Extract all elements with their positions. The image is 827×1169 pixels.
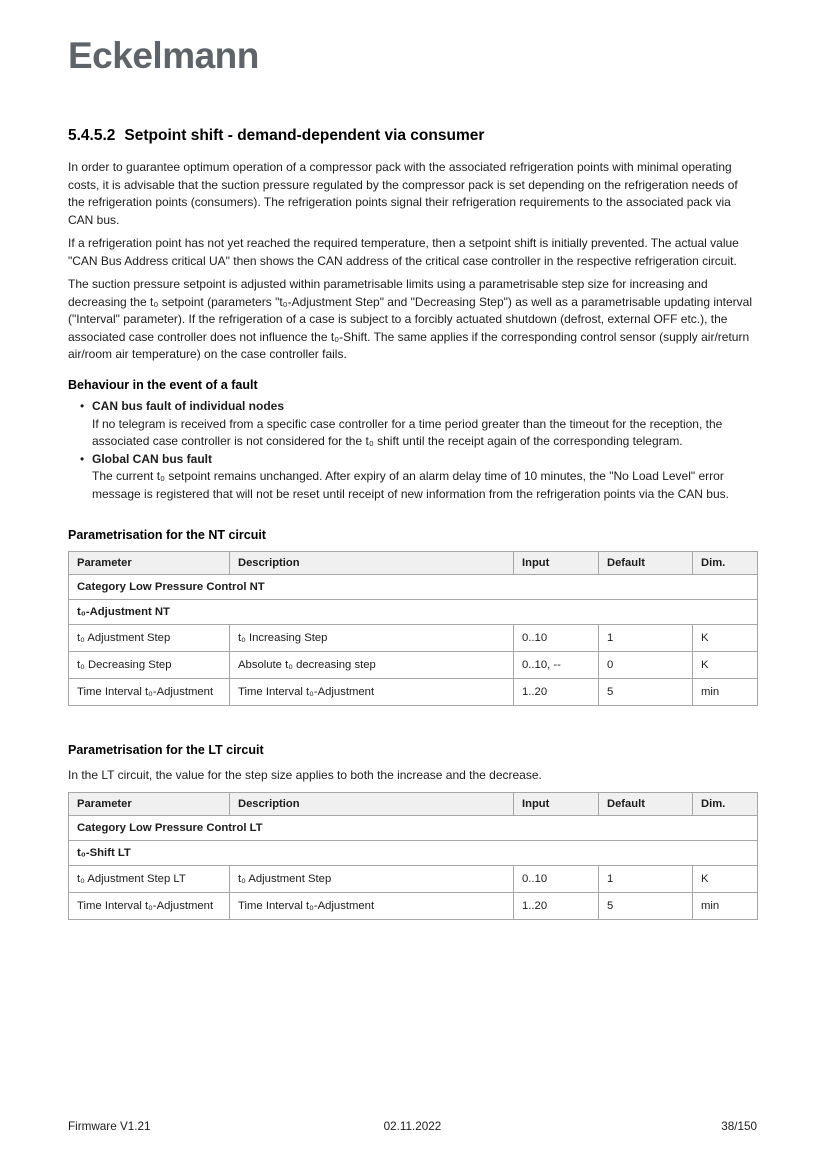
bullet-title: Global CAN bus fault [92, 451, 212, 466]
page-content [68, 0, 757, 920]
table-row [69, 679, 758, 706]
bullet-title: CAN bus fault of individual nodes [92, 399, 284, 414]
cell-default: 1 [599, 625, 693, 652]
intro-paragraph-1: In order to guarantee optimum operation of a compressor pack with the associated refrigeration points with minimal operating costs, it is advisable that the suction pressure regulated by the compressor pack is set depending on the refrigeration needs of the refrigeration points (consumers). The refrigeration points signal their refrigeration requirements to the associated pack via CAN bus. [68, 160, 738, 227]
lt-parameter-table [68, 792, 758, 920]
cell-default: 5 [599, 893, 693, 920]
column-header-input: Input [514, 793, 599, 816]
cell-parameter: t₀ Adjustment Step LT [69, 866, 230, 893]
cell-input: 0..10 [514, 866, 599, 893]
table-row [69, 625, 758, 652]
table-row [69, 866, 758, 893]
cell-parameter: Time Interval t₀-Adjustment [69, 679, 230, 706]
section-number: 5.4.5.2 [68, 126, 116, 144]
section-heading [68, 127, 757, 146]
cell-dim: K [693, 625, 758, 652]
cell-parameter: t₀ Decreasing Step [69, 652, 230, 679]
table-header-row [69, 793, 758, 816]
cell-input: 0..10, -- [514, 652, 599, 679]
column-header-input: Input [514, 552, 599, 575]
category-label: t₀-Adjustment NT [69, 600, 758, 625]
cell-parameter: Time Interval t₀-Adjustment [69, 893, 230, 920]
table-row [69, 893, 758, 920]
section-title: Setpoint shift - demand-dependent via consumer [124, 126, 485, 144]
category-row [69, 816, 758, 841]
footer-date: 02.11.2022 [383, 1120, 442, 1133]
lt-section-heading: Parametrisation for the LT circuit [68, 743, 264, 758]
category-row [69, 600, 758, 625]
column-header-dim: Dim. [693, 552, 758, 575]
cell-description: Time Interval t₀-Adjustment [230, 893, 514, 920]
cell-dim: min [693, 679, 758, 706]
intro-paragraph-2: If a refrigeration point has not yet reached the required temperature, then a setpoint shift is initially prevented. The actual value "CAN Bus Address critical UA" then shows the CAN address of the critical case controller in the respective refrigeration circuit. [68, 236, 739, 268]
cell-default: 5 [599, 679, 693, 706]
column-header-description: Description [230, 552, 514, 575]
cell-default: 0 [599, 652, 693, 679]
category-label: Category Low Pressure Control LT [69, 816, 758, 841]
cell-default: 1 [599, 866, 693, 893]
fault-bullet-list [68, 398, 757, 503]
cell-input: 1..20 [514, 893, 599, 920]
cell-dim: K [693, 652, 758, 679]
cell-dim: K [693, 866, 758, 893]
fault-section-heading: Behaviour in the event of a fault [68, 377, 258, 392]
cell-parameter: t₀ Adjustment Step [69, 625, 230, 652]
category-row [69, 841, 758, 866]
lt-intro-paragraph: In the LT circuit, the value for the step size applies to both the increase and the decrease. [68, 767, 542, 782]
category-row [69, 575, 758, 600]
column-header-description: Description [230, 793, 514, 816]
fault-bullet-global [80, 451, 757, 504]
bullet-text: If no telegram is received from a specific case controller for a time period greater than the timeout for the reception, the associated case controller is not considered for the t₀ shift until the receipt again of the corresponding telegram. [92, 416, 723, 449]
nt-section-heading: Parametrisation for the NT circuit [68, 528, 266, 543]
cell-description: t₀ Adjustment Step [230, 866, 514, 893]
column-header-default: Default [599, 793, 693, 816]
nt-parameter-table [68, 551, 758, 706]
intro-paragraph-3: The suction pressure setpoint is adjusted within parametrisable limits using a parametrisable step size for increasing and decreasing the t₀ setpoint (parameters "t₀-Adjustment Step" and "Decreasing Step") as well as a parametrisable updating interval ("Interval" parameter). If the refrigeration of a case is subject to a forcibly actuated shutdown (defrost, external OFF etc.), the associated case controller does not influence the t₀-Shift. The same applies if the corresponding control sensor (supply air/return air/room air temperature) on the case controller fails. [68, 277, 753, 362]
category-label: t₀-Shift LT [69, 841, 758, 866]
cell-description: Absolute t₀ decreasing step [230, 652, 514, 679]
table-row [69, 652, 758, 679]
cell-description: Time Interval t₀-Adjustment [230, 679, 514, 706]
cell-input: 1..20 [514, 679, 599, 706]
eckelmann-logo: Eckelmann [68, 35, 259, 76]
column-header-parameter: Parameter [69, 793, 230, 816]
table-header-row [69, 552, 758, 575]
bullet-text: The current t₀ setpoint remains unchanged. After expiry of an alarm delay time of 10 minutes, the "No Load Level" error message is registered that will not be reset until receipt of new information from the refrigeration points via the CAN bus. [92, 469, 729, 501]
cell-input: 0..10 [514, 625, 599, 652]
column-header-dim: Dim. [693, 793, 758, 816]
column-header-default: Default [599, 552, 693, 575]
cell-description: t₀ Increasing Step [230, 625, 514, 652]
footer-firmware-version: Firmware V1.21 [68, 1120, 151, 1133]
fault-bullet-individual-nodes [80, 398, 757, 451]
category-label: Category Low Pressure Control NT [69, 575, 758, 600]
page-footer [68, 1120, 757, 1133]
column-header-parameter: Parameter [69, 552, 230, 575]
cell-dim: min [693, 893, 758, 920]
footer-page-number: 38/150 [721, 1120, 757, 1133]
